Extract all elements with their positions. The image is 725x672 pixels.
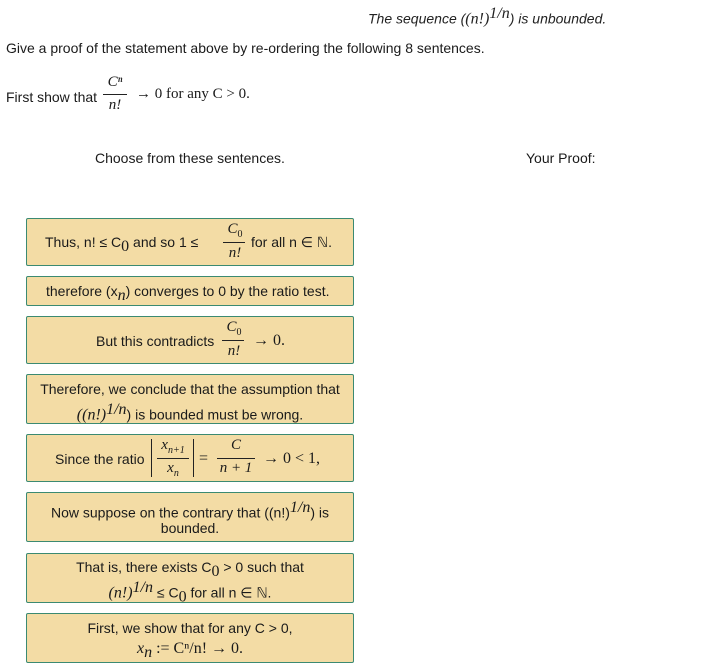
hint-fraction-denominator: n! bbox=[108, 97, 122, 113]
instruction-text: Give a proof of the statement above by re-ordering the following 8 sentences. bbox=[6, 40, 485, 56]
card-5-denominator: n + 1 bbox=[219, 460, 253, 476]
card-5-abs-right-bar bbox=[193, 439, 194, 477]
choose-heading: Choose from these sentences. bbox=[95, 150, 285, 166]
card-5-numerator: C bbox=[230, 437, 241, 453]
card-1-fraction-bar bbox=[223, 242, 245, 243]
card-3-fraction-bar bbox=[222, 340, 244, 341]
sentence-card-1[interactable] bbox=[26, 218, 354, 266]
card-1-text-a: Thus, n! ≤ $C_0$ and so 1 ≤ bbox=[45, 234, 199, 255]
sentence-card-4[interactable] bbox=[26, 374, 354, 424]
hint-fraction-bar bbox=[103, 94, 127, 95]
sentence-card-8[interactable] bbox=[26, 613, 354, 663]
card-5-equals: = bbox=[199, 450, 209, 467]
card-5-ratio-bar bbox=[157, 458, 189, 459]
card-1-numerator: $C_0$ bbox=[227, 221, 243, 240]
card-8-line-1: First, we show that for any C > 0, bbox=[87, 620, 293, 636]
sentence-card-5[interactable] bbox=[26, 434, 354, 482]
statement-title: The sequence $((n!)^{1/n})$ is unbounded. bbox=[368, 5, 607, 28]
card-2-text: therefore $(x_n)$ converges to 0 by the ratio test. bbox=[46, 283, 330, 304]
sentence-card-2[interactable] bbox=[26, 276, 354, 306]
card-1-denominator: n! bbox=[228, 245, 242, 261]
hint-fraction-numerator: Cⁿ bbox=[107, 74, 123, 90]
hint-limit: → 0 for any C > 0. bbox=[136, 86, 250, 102]
card-3-denominator: n! bbox=[227, 343, 241, 359]
card-3-text: But this contradicts bbox=[96, 333, 215, 349]
card-5-ratio-denominator: $x_n$ bbox=[167, 460, 179, 479]
card-4-line-1: Therefore, we conclude that the assumption that bbox=[40, 381, 340, 397]
card-5-ratio-numerator: $x_{n+1}$ bbox=[161, 437, 185, 456]
card-4-line-2: $((n!)^{1/n})$ is bounded must be wrong. bbox=[76, 401, 304, 424]
card-5-text: Since the ratio bbox=[55, 451, 145, 467]
sentence-card-3[interactable] bbox=[26, 316, 354, 364]
hint-label: First show that bbox=[6, 89, 98, 105]
card-3-limit: → 0. bbox=[253, 332, 285, 349]
card-7-line-2: $(n!)^{1/n} \le C_0$ for all n ∈ ℕ. bbox=[108, 579, 272, 606]
card-1-text-c: for all n ∈ ℕ. bbox=[251, 234, 332, 250]
card-5-abs-left-bar bbox=[151, 439, 152, 477]
card-7-line-1: That is, there exists $C_0 > 0$ such that bbox=[76, 559, 304, 580]
card-5-fraction-bar bbox=[217, 458, 255, 459]
card-5-limit: → 0 < 1, bbox=[263, 450, 321, 467]
sentence-card-7[interactable] bbox=[26, 553, 354, 606]
proof-heading: Your Proof: bbox=[526, 150, 596, 166]
card-6-line-2: bounded. bbox=[160, 520, 220, 536]
card-3-numerator: $C_0$ bbox=[226, 319, 242, 338]
sentence-card-6[interactable] bbox=[26, 492, 354, 542]
card-6-line-1: Now suppose on the contrary that $((n!)^{1/n})$ is bbox=[50, 499, 330, 521]
card-8-line-2: $x_n$ := Cⁿ/n! → 0. bbox=[136, 640, 244, 661]
